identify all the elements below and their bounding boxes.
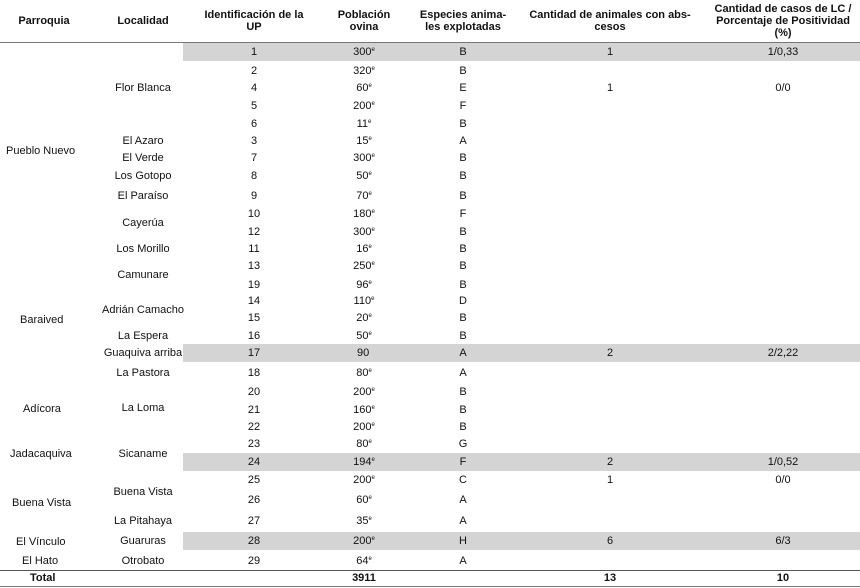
poblacion-superscript: e <box>368 516 372 522</box>
poblacion-superscript: e <box>368 556 372 562</box>
poblacion-superscript: e <box>368 331 372 337</box>
poblacion-superscript: e <box>368 191 372 197</box>
header-parroquia: Parroquia <box>18 15 70 27</box>
especie-code: F <box>459 456 467 468</box>
especie-code: B <box>459 421 467 433</box>
up-id: 13 <box>247 260 261 272</box>
poblacion-number: 200 <box>353 474 372 486</box>
especie-code: B <box>459 226 467 238</box>
poblacion-number: 60 <box>356 82 369 94</box>
total-casos: 10 <box>776 572 790 584</box>
localidad-label: El Paraíso <box>117 190 169 202</box>
poblacion-value <box>325 474 403 486</box>
localidad-label: Los Gotopo <box>114 170 172 182</box>
poblacion-value <box>325 118 403 130</box>
poblacion-number: 80 <box>356 438 369 450</box>
lc-positividad: 1/0,52 <box>767 456 799 468</box>
especie-code: B <box>459 152 467 164</box>
lc-positividad: 1/0,33 <box>767 46 799 58</box>
poblacion-number: 50 <box>356 170 369 182</box>
poblacion-value <box>325 82 403 94</box>
poblacion-superscript: e <box>368 171 372 177</box>
poblacion-superscript: e <box>371 47 375 53</box>
poblacion-value <box>325 226 403 238</box>
poblacion-superscript: e <box>368 83 372 89</box>
poblacion-value <box>325 152 403 164</box>
poblacion-number: 300 <box>353 152 372 164</box>
poblacion-number: 160 <box>353 404 372 416</box>
header-localidad: Localidad <box>117 15 169 27</box>
poblacion-number: 194 <box>353 456 372 468</box>
poblacion-superscript: e <box>371 536 375 542</box>
poblacion-value <box>325 46 403 58</box>
poblacion-number: 320 <box>353 65 372 77</box>
especie-code: B <box>459 243 467 255</box>
poblacion-superscript: e <box>371 153 375 159</box>
up-id: 8 <box>250 170 258 182</box>
parroquia-label: Pueblo Nuevo <box>6 145 76 157</box>
poblacion-superscript: e <box>368 313 372 319</box>
up-id: 27 <box>247 515 261 527</box>
especie-code: B <box>459 118 467 130</box>
poblacion-value <box>325 555 403 567</box>
up-id: 18 <box>247 367 261 379</box>
poblacion-value <box>325 190 403 202</box>
up-id: 14 <box>247 295 261 307</box>
especie-code: B <box>459 330 467 342</box>
poblacion-superscript: e <box>368 495 372 501</box>
poblacion-value <box>325 260 403 272</box>
localidad-label: Buena Vista <box>113 486 173 498</box>
especie-code: B <box>459 404 467 416</box>
poblacion-superscript: e <box>371 209 375 215</box>
parroquia-label: Adícora <box>23 403 61 415</box>
up-id: 16 <box>247 330 261 342</box>
parroquia-label: Jadacaquiva <box>10 448 72 460</box>
up-id: 21 <box>247 404 261 416</box>
poblacion-value <box>325 135 403 147</box>
up-id: 11 <box>248 243 260 255</box>
especie-code: F <box>459 208 467 220</box>
poblacion-superscript: e <box>368 244 372 250</box>
especie-code: B <box>459 190 467 202</box>
poblacion-number: 200 <box>353 421 372 433</box>
parroquia-label: El Vínculo <box>16 536 66 548</box>
up-id: 6 <box>250 118 258 130</box>
especie-code: D <box>459 295 467 307</box>
up-id: 4 <box>250 82 258 94</box>
especie-code: B <box>459 312 467 324</box>
lc-positividad: 0/0 <box>775 82 791 94</box>
up-id: 9 <box>250 190 258 202</box>
abscesos-count: 6 <box>606 535 614 547</box>
poblacion-value <box>325 295 403 307</box>
localidad-label: Flor Blanca <box>115 82 171 94</box>
poblacion-value <box>325 535 403 547</box>
poblacion-superscript: e <box>368 439 372 445</box>
header-poblacion: Población ovina <box>337 9 391 33</box>
poblacion-superscript: e <box>371 101 375 107</box>
localidad-label: La Pastora <box>116 367 170 379</box>
poblacion-value <box>325 100 403 112</box>
header-identificacion: Identificación de la UP <box>204 9 304 33</box>
poblacion-superscript: e <box>371 422 375 428</box>
especie-code: B <box>459 170 467 182</box>
header-casos: Cantidad de casos de LC / Porcentaje de Positividad (%) <box>714 3 852 39</box>
poblacion-number: 250 <box>353 260 372 272</box>
poblacion-number: 110 <box>353 295 372 307</box>
especie-code: B <box>459 260 467 272</box>
especie-code: B <box>459 386 467 398</box>
parroquia-label: El Hato <box>22 555 59 567</box>
total-divider <box>0 570 860 571</box>
poblacion-superscript: e <box>368 280 372 286</box>
poblacion-superscript: e <box>371 227 375 233</box>
localidad-label: El Azaro <box>122 135 164 147</box>
poblacion-number: 300 <box>353 226 372 238</box>
up-id: 5 <box>250 100 258 112</box>
parroquia-label: Baraived <box>20 314 64 326</box>
poblacion-superscript: e <box>371 296 375 302</box>
up-id: 1 <box>250 46 258 58</box>
poblacion-value <box>325 65 403 77</box>
abscesos-count: 2 <box>606 347 614 359</box>
up-id: 24 <box>247 456 261 468</box>
poblacion-number: 80 <box>356 367 369 379</box>
poblacion-number: 200 <box>353 386 372 398</box>
up-id: 3 <box>250 135 258 147</box>
up-id: 15 <box>247 312 261 324</box>
up-id: 17 <box>247 347 261 359</box>
especie-code: B <box>459 46 467 58</box>
poblacion-value <box>325 386 403 398</box>
localidad-label: Guaquiva arriba <box>103 347 183 359</box>
up-id: 29 <box>247 555 261 567</box>
poblacion-superscript: e <box>371 405 375 411</box>
poblacion-value <box>325 456 403 468</box>
especie-code: A <box>459 494 467 506</box>
localidad-label: Otrobato <box>121 555 165 567</box>
especie-code: A <box>459 367 467 379</box>
parroquia-label: Buena Vista <box>12 497 72 509</box>
poblacion-number: 20 <box>356 312 369 324</box>
especie-code: C <box>459 474 467 486</box>
poblacion-number: 200 <box>353 535 372 547</box>
especie-code: A <box>459 135 467 147</box>
localidad-label: Camunare <box>117 269 169 281</box>
poblacion-value <box>325 438 403 450</box>
poblacion-value <box>325 208 403 220</box>
poblacion-value <box>325 404 403 416</box>
poblacion-value <box>325 170 403 182</box>
especie-code: H <box>459 535 467 547</box>
up-id: 23 <box>247 438 261 450</box>
localidad-label: La Loma <box>121 402 165 414</box>
abscesos-count: 1 <box>606 82 614 94</box>
poblacion-number: 64 <box>356 555 369 567</box>
especie-code: G <box>458 438 468 450</box>
abscesos-count: 1 <box>606 46 614 58</box>
especie-code: A <box>459 347 467 359</box>
poblacion-number: 11 <box>356 118 369 130</box>
total-label: Total <box>30 572 56 584</box>
localidad-label: Guaruras <box>120 535 166 547</box>
abscesos-count: 2 <box>606 456 614 468</box>
poblacion-number: 90 <box>357 347 370 359</box>
localidad-label: Sicaname <box>118 448 168 460</box>
poblacion-number: 300 <box>353 46 372 58</box>
poblacion-value <box>325 330 403 342</box>
localidad-label: El Verde <box>122 152 164 164</box>
poblacion-superscript: e <box>368 368 372 374</box>
up-id: 7 <box>250 152 258 164</box>
up-id: 19 <box>247 279 261 291</box>
lc-positividad: 6/3 <box>775 535 791 547</box>
especie-code: F <box>459 100 467 112</box>
poblacion-number: 200 <box>353 100 372 112</box>
poblacion-value <box>325 279 403 291</box>
localidad-label: La Espera <box>117 330 169 342</box>
total-abscesos: 13 <box>603 572 617 584</box>
poblacion-value <box>325 312 403 324</box>
poblacion-value <box>325 494 403 506</box>
poblacion-superscript: e <box>371 457 375 463</box>
poblacion-number: 60 <box>356 494 369 506</box>
up-id: 10 <box>247 208 261 220</box>
table-header <box>0 0 860 43</box>
lc-positividad: 0/0 <box>775 474 791 486</box>
poblacion-number: 70 <box>356 190 369 202</box>
poblacion-number: 35 <box>356 515 369 527</box>
up-id: 28 <box>247 535 261 547</box>
poblacion-superscript: e <box>371 475 375 481</box>
poblacion-value <box>325 421 403 433</box>
especie-code: A <box>459 515 467 527</box>
localidad-label: La Pitahaya <box>113 515 173 527</box>
poblacion-value <box>325 515 403 527</box>
poblacion-superscript: e <box>368 136 372 142</box>
especie-code: B <box>459 279 467 291</box>
especie-code: A <box>459 555 467 567</box>
poblacion-number: 16 <box>356 243 369 255</box>
header-especies: Especies anima-les explotadas <box>419 9 507 33</box>
especie-code: B <box>459 65 467 77</box>
poblacion-superscript: e <box>371 387 375 393</box>
localidad-label: Adrián Camacho <box>102 304 184 316</box>
localidad-label: Los Morillo <box>116 243 170 255</box>
poblacion-superscript: e <box>371 66 375 72</box>
up-id: 2 <box>250 65 258 77</box>
localidad-label: Cayerúa <box>122 217 164 229</box>
up-id: 20 <box>247 386 261 398</box>
poblacion-number: 15 <box>356 135 369 147</box>
poblacion-value <box>325 347 403 359</box>
header-cantidad: Cantidad de animales con abs-cesos <box>529 9 691 33</box>
poblacion-value <box>325 367 403 379</box>
bottom-rule <box>0 586 860 587</box>
up-id: 22 <box>247 421 261 433</box>
especie-code: E <box>459 82 467 94</box>
poblacion-number: 50 <box>356 330 369 342</box>
abscesos-count: 1 <box>606 474 614 486</box>
lc-positividad: 2/2,22 <box>767 347 799 359</box>
up-id: 26 <box>247 494 261 506</box>
poblacion-superscript: e <box>371 261 375 267</box>
up-id: 12 <box>247 226 261 238</box>
up-id: 25 <box>247 474 261 486</box>
poblacion-superscript: e <box>368 119 372 125</box>
poblacion-number: 180 <box>353 208 372 220</box>
poblacion-value <box>325 243 403 255</box>
total-poblacion: 3911 <box>352 572 376 584</box>
poblacion-number: 96 <box>356 279 369 291</box>
poblacion-superscript <box>369 348 371 354</box>
